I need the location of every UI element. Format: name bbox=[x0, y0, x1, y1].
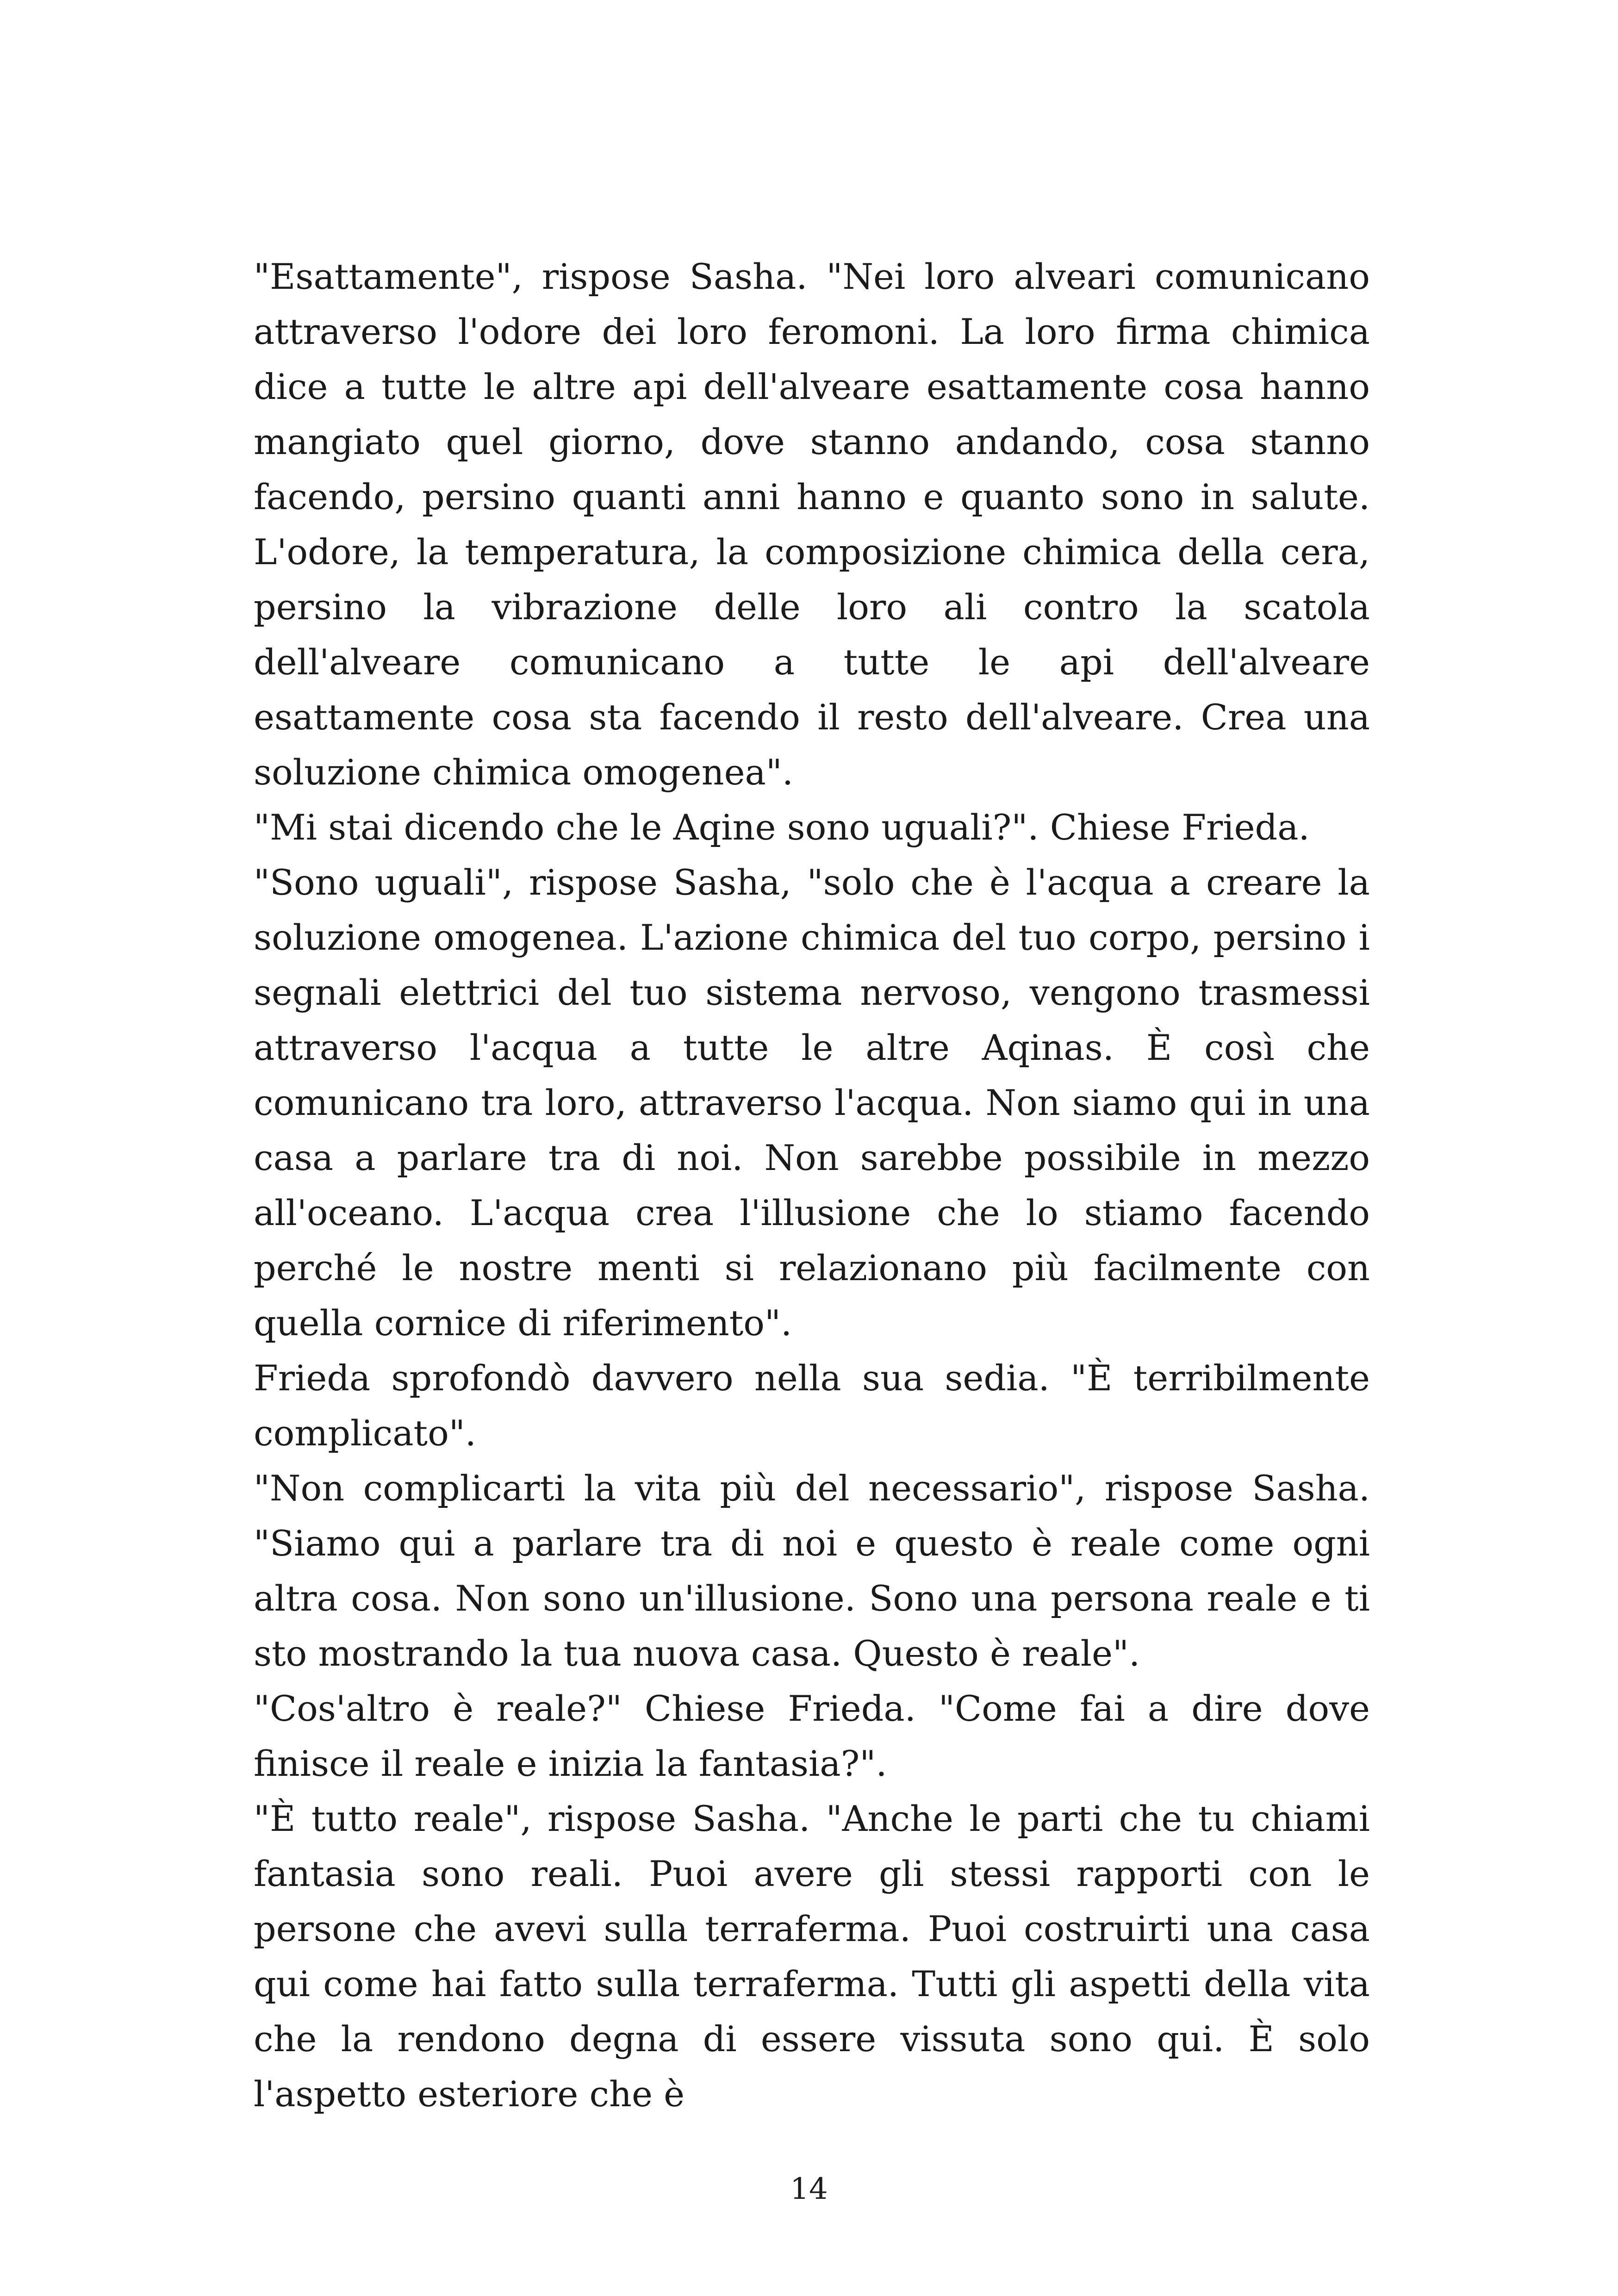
paragraph-6: "Cos'altro è reale?" Chiese Frieda. "Come fai a dire dove finisce il reale e inizia la fantasia?". bbox=[254, 1688, 1370, 1784]
page-number: 14 bbox=[790, 2172, 828, 2206]
paragraph-5: "Non complicarti la vita più del necessario", rispose Sasha. "Siamo qui a parlare tra di noi e questo è reale come ogni altra cosa. Non sono un'illusione. Sono una persona reale e ti sto mostrando la tua nuova casa. Questo è reale". bbox=[254, 1468, 1370, 1674]
paragraph-1: "Esattamente", rispose Sasha. "Nei loro alveari comunicano attraverso l'odore dei loro feromoni. La loro firma chimica dice a tutte le altre api dell'alveare esattamente cosa hanno mangiato quel giorno, dove stanno andando, cosa stanno facendo, persino quanti anni hanno e quanto sono in salute. L'odore, la temperatura, la composizione chimica della cera, persino la vibrazione delle loro ali contro la scatola dell'alveare comunicano a tutte le api dell'alveare esattamente cosa sta facendo il resto dell'alveare. Crea una soluzione chimica omogenea". bbox=[254, 256, 1370, 793]
paragraph-7: "È tutto reale", rispose Sasha. "Anche le parti che tu chiami fantasia sono reali. Puoi avere gli stessi rapporti con le persone che avevi sulla terraferma. Puoi costruirti una casa qui come hai fatto sulla terraferma. Tutti gli aspetti della vita che la rendono degna di essere vissuta sono qui. È solo l'aspetto esteriore che è bbox=[254, 1798, 1370, 2115]
paragraph-2: "Mi stai dicendo che le Aqine sono uguali?". Chiese Frieda. bbox=[254, 807, 1310, 848]
paragraph-4: Frieda sprofondò davvero nella sua sedia. "È terribilmente complicato". bbox=[254, 1357, 1370, 1454]
body-text bbox=[254, 249, 1370, 2122]
paragraph-3: "Sono uguali", rispose Sasha, "solo che è l'acqua a creare la soluzione omogenea. L'azione chimica del tuo corpo, persino i segnali elettrici del tuo sistema nervoso, vengono trasmessi attraverso l'acqua a tutte le altre Aqinas. È così che comunicano tra loro, attraverso l'acqua. Non siamo qui in una casa a parlare tra di noi. Non sarebbe possibile in mezzo all'oceano. L'acqua crea l'illusione che lo stiamo facendo perché le nostre menti si relazionano più facilmente con quella cornice di riferimento". bbox=[254, 862, 1370, 1344]
